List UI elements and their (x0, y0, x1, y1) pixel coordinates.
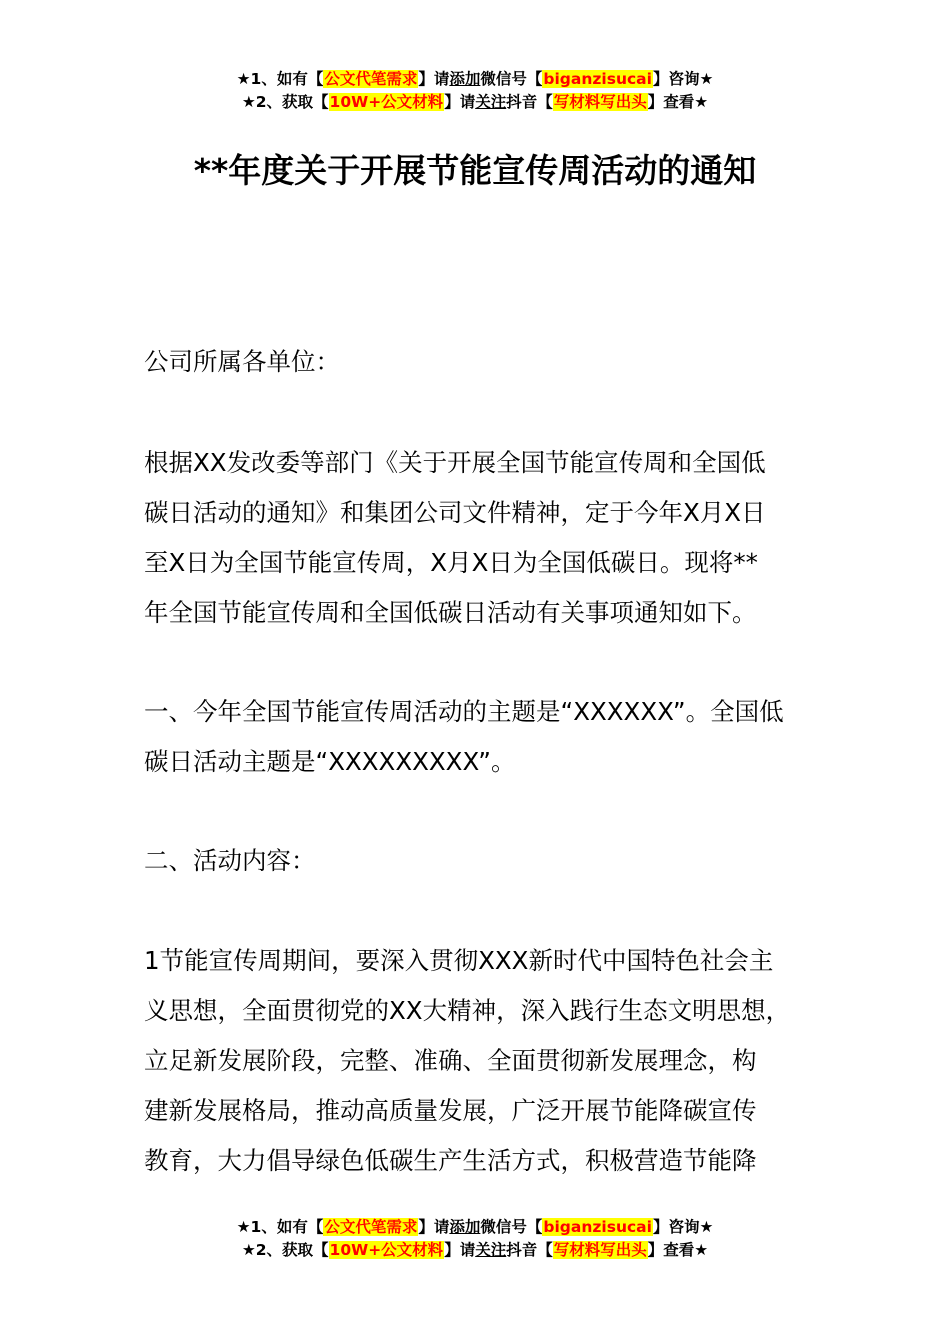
banner-highlight: 10W+公文材料 (329, 1241, 444, 1259)
paragraph-line: 义思想，全面贯彻党的XX大精神，深入践行生态文明思想， (144, 996, 791, 1025)
document-title: **年度关于开展节能宣传周活动的通知 (193, 151, 757, 190)
banner-text: 微信号【 (480, 1218, 543, 1236)
paragraph-line: 一、今年全国节能宣传周活动的主题是“XXXXXX”。全国低 (144, 697, 784, 726)
banner-text: ★2、获取【 (241, 1241, 329, 1259)
paragraph-line: 碳日活动主题是“XXXXXXXXX”。 (144, 747, 516, 776)
banner-text: 抖音【 (506, 1241, 553, 1259)
banner-text: 】请 (418, 70, 450, 88)
banner-highlight: 10W+公文材料 (329, 93, 444, 111)
banner-highlight: 写材料写出头 (553, 1241, 647, 1259)
banner-line-2 (0, 91, 950, 114)
paragraph-line: 公司所属各单位： (144, 347, 340, 376)
paragraph-line: 立足新发展阶段，完整、准确、全面贯彻新发展理念，构 (144, 1046, 757, 1075)
banner-highlight: biganzisucai (543, 1218, 652, 1236)
banner-text: 】查看★ (647, 93, 709, 111)
paragraph-line: 碳日活动的通知》和集团公司文件精神，定于今年X月X日 (144, 498, 766, 527)
paragraph-1 (144, 438, 844, 638)
banner-text: ★2、获取【 (241, 93, 329, 111)
banner-text: 抖音【 (506, 93, 553, 111)
paragraph-4 (144, 936, 844, 1186)
salutation (144, 337, 844, 387)
paragraph-line: 教育，大力倡导绿色低碳生产生活方式，积极营造节能降 (144, 1146, 757, 1175)
banner-highlight: 公文代笔需求 (324, 70, 418, 88)
banner-text: 】咨询★ (652, 1218, 714, 1236)
banner-line-1 (0, 68, 950, 91)
banner-text: 】请 (444, 1241, 476, 1259)
banner-highlight: 公文代笔需求 (324, 1218, 418, 1236)
section-heading (144, 836, 844, 886)
banner-text: 】查看★ (647, 1241, 709, 1259)
banner-underlined: 关注 (475, 93, 507, 111)
banner-highlight: 写材料写出头 (553, 93, 647, 111)
paragraph-line: 建新发展格局，推动高质量发展，广泛开展节能降碳宣传 (144, 1096, 757, 1125)
banner-text: 微信号【 (480, 70, 543, 88)
banner-underlined: 添加 (449, 70, 481, 88)
banner-highlight: biganzisucai (543, 70, 652, 88)
paragraph-line: 1节能宣传周期间，要深入贯彻XXX新时代中国特色社会主 (144, 946, 774, 975)
banner-text: 】请 (418, 1218, 450, 1236)
paragraph-line: 二、活动内容： (144, 846, 316, 875)
paragraph-line: 至X日为全国节能宣传周，X月X日为全国低碳日。现将** (144, 548, 758, 577)
banner-underlined: 添加 (449, 1218, 481, 1236)
banner-text: ★1、如有【 (236, 70, 324, 88)
footer-banner (0, 1216, 950, 1262)
header-banner (0, 68, 950, 114)
paragraph-line: 根据XX发改委等部门《关于开展全国节能宣传周和全国低 (144, 448, 766, 477)
banner-text: 】请 (444, 93, 476, 111)
banner-text: 】咨询★ (652, 70, 714, 88)
paragraph-2 (144, 687, 844, 787)
banner-text: ★1、如有【 (236, 1218, 324, 1236)
banner-line-1 (0, 1216, 950, 1239)
paragraph-line: 年全国节能宣传周和全国低碳日活动有关事项通知如下。 (144, 598, 757, 627)
banner-underlined: 关注 (475, 1241, 507, 1259)
banner-line-2 (0, 1239, 950, 1262)
